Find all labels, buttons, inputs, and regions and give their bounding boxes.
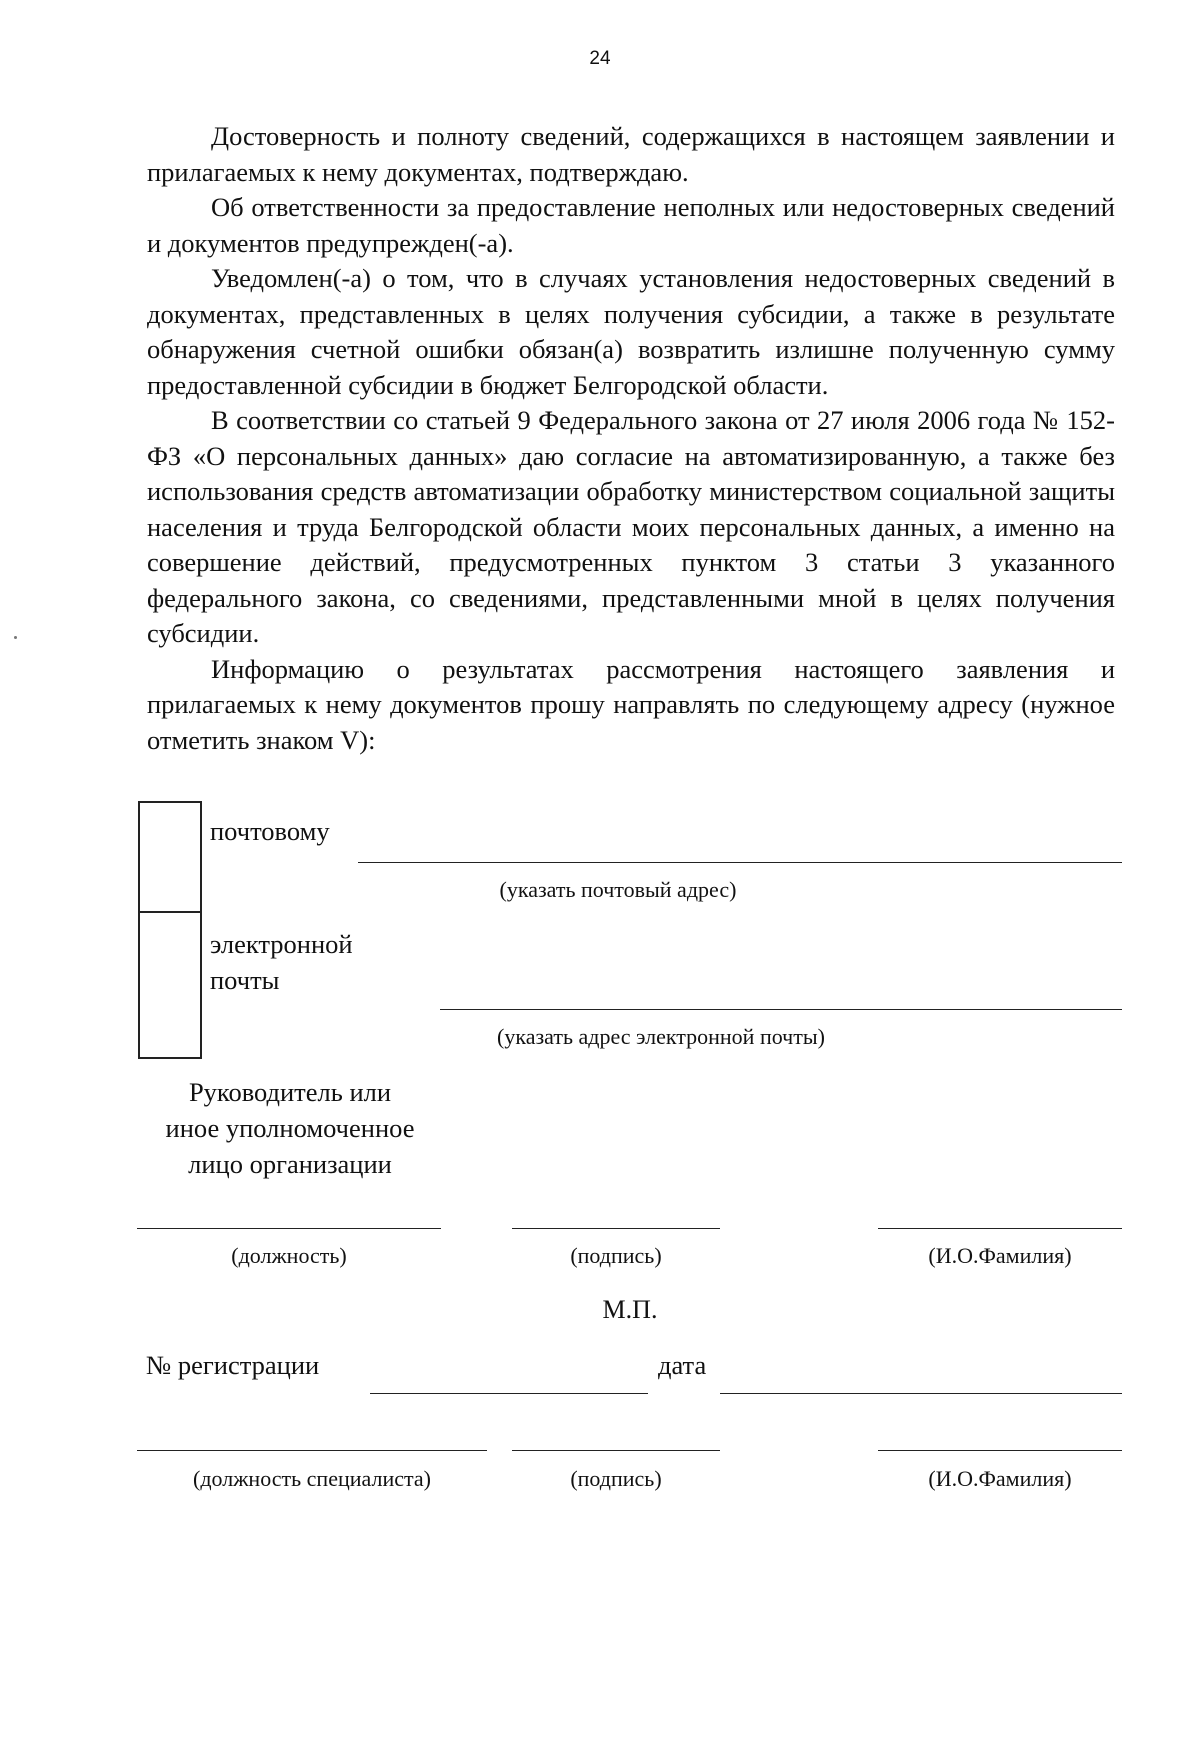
specialist-name-caption: (И.О.Фамилия)	[928, 1466, 1072, 1491]
specialist-signature-line[interactable]	[512, 1450, 720, 1451]
signer-signature-line[interactable]	[512, 1228, 720, 1229]
postal-address-hint: (указать почтовый адрес)	[499, 877, 737, 902]
postal-option-label: почтовому	[210, 816, 330, 846]
signer-title-line1: Руководитель или	[188, 1077, 392, 1107]
paragraph-personal-data-consent: В соответствии со статьей 9 Федерального закона от 27 июля 2006 года № 152-ФЗ «О персональных данных» даю согласие на автоматизированную, а также без использования средств автоматизации обработку министерством социальной защиты населения и труда Белгородской области моих персональных данных, а именно на совершение действий, предусмотренных пунктом 3 статьи 3 указанного федерального закона, со сведениями, представленными мной в целях получения субсидии.	[147, 405, 1115, 648]
signer-position-caption: (должность)	[231, 1243, 347, 1268]
specialist-signature-caption: (подпись)	[570, 1466, 662, 1491]
registration-date-label: дата	[658, 1350, 707, 1380]
email-option-label-line2: почты	[210, 965, 280, 995]
registration-number-label: № регистрации	[146, 1350, 320, 1380]
signer-title-line2: иное уполномоченное	[165, 1113, 415, 1143]
paragraph-accuracy: Достоверность и полноту сведений, содержащихся в настоящем заявлении и прилагаемых к нему документах, подтверждаю.	[147, 121, 1115, 187]
email-address-line[interactable]	[440, 1009, 1122, 1010]
registration-date-line[interactable]	[720, 1393, 1122, 1394]
postal-checkbox[interactable]	[138, 801, 202, 913]
signer-title-line3: лицо организации	[188, 1149, 392, 1179]
email-address-hint: (указать адрес электронной почты)	[497, 1024, 825, 1049]
email-checkbox[interactable]	[138, 911, 202, 1059]
postal-address-line[interactable]	[358, 862, 1122, 863]
email-option-label-line1: электронной	[210, 929, 353, 959]
statement-text	[147, 119, 1115, 758]
page-number: 24	[589, 48, 611, 69]
scan-speck	[14, 636, 17, 639]
signer-name-caption: (И.О.Фамилия)	[928, 1243, 1072, 1268]
paragraph-delivery-address: Информацию о результатах рассмотрения настоящего заявления и прилагаемых к нему документов прошу направлять по следующему адресу (нужное отметить знаком V):	[147, 653, 1115, 755]
specialist-position-line[interactable]	[137, 1450, 487, 1451]
signer-signature-caption: (подпись)	[570, 1243, 662, 1268]
specialist-position-caption: (должность специалиста)	[193, 1466, 431, 1491]
stamp-placeholder: М.П.	[602, 1295, 658, 1324]
signer-name-line[interactable]	[878, 1228, 1122, 1229]
signer-position-line[interactable]	[137, 1228, 441, 1229]
signer-title	[130, 1074, 450, 1182]
paragraph-responsibility: Об ответственности за предоставление неполных или недостоверных сведений и документов предупрежден(-а).	[147, 192, 1115, 258]
specialist-name-line[interactable]	[878, 1450, 1122, 1451]
registration-number-line[interactable]	[370, 1393, 648, 1394]
paragraph-notification: Уведомлен(-а) о том, что в случаях установления недостоверных сведений в документах, представленных в целях получения субсидии, а также в результате обнаружения счетной ошибки обязан(а) возвратить излишне полученную сумму предоставленной субсидии в бюджет Белгородской области.	[147, 263, 1115, 400]
